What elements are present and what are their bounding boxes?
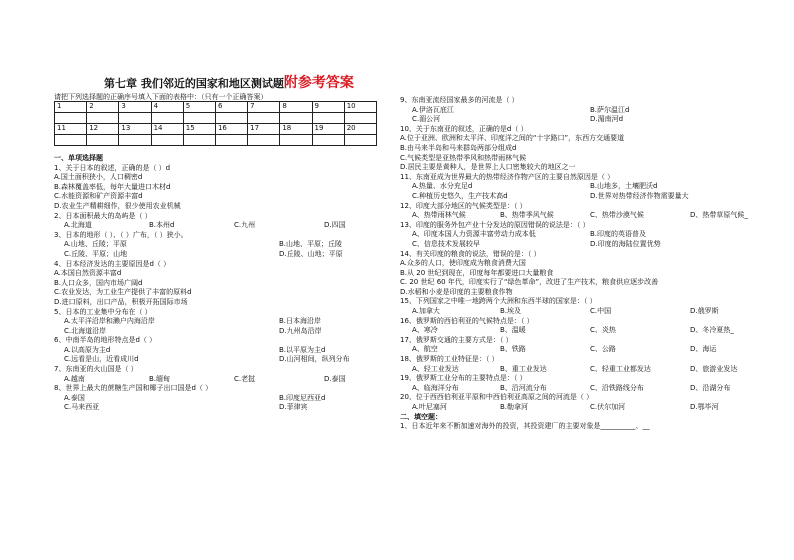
option-b: B.本州d bbox=[149, 221, 175, 230]
answer-blank[interactable] bbox=[280, 113, 312, 124]
option-b: B.山地多，土壤肥沃d bbox=[590, 182, 658, 191]
option-a: C.北海道沿岸 bbox=[64, 326, 107, 335]
question-line: 18、俄罗斯的工业特征是：（ ） bbox=[400, 355, 499, 364]
question-line: D.水稻和小麦是印度的主要粮食作物 bbox=[400, 287, 513, 296]
option-d: D、旅游业发达 bbox=[690, 364, 738, 373]
option-b: D.丘陵、山地；平原 bbox=[279, 249, 343, 258]
option-row bbox=[400, 326, 780, 336]
option-row bbox=[54, 394, 389, 404]
option-a: A.叶尼塞河 bbox=[412, 403, 447, 411]
option-c: C.老挝 bbox=[234, 374, 256, 383]
question-line: 11、东南亚成为世界最大的热带经济作物产区的主要自然原因是（ ） bbox=[400, 172, 615, 181]
option-row bbox=[400, 230, 780, 240]
question-line: D.农业生产精耕细作，很少使用农业机械 bbox=[54, 201, 181, 210]
option-row bbox=[54, 250, 389, 260]
answer-blank[interactable] bbox=[215, 135, 247, 146]
option-row bbox=[400, 211, 780, 221]
question-line: C.农业发达，为工业生产提供了丰富的原料d bbox=[54, 288, 192, 297]
option-row bbox=[400, 384, 780, 394]
option-a: A、寒冷 bbox=[412, 326, 438, 335]
answer-blank[interactable] bbox=[87, 113, 119, 124]
question-line: 5、日本的工业集中分布在（ ） bbox=[54, 307, 152, 316]
answer-row-numbers-2 bbox=[55, 124, 377, 135]
title-highlight: 附参考答案 bbox=[283, 75, 354, 91]
answer-blank[interactable] bbox=[87, 135, 119, 146]
question-line: 20、位于西西伯利亚平原和中西伯利亚高原之间的河流是（ ） bbox=[400, 393, 594, 402]
option-c: C、公路 bbox=[590, 345, 616, 354]
answer-blank[interactable] bbox=[344, 113, 376, 124]
answer-cell: 11 bbox=[55, 124, 87, 135]
option-c: C、轻重工业都发达 bbox=[590, 364, 651, 373]
option-a: A.热量、水分充足d bbox=[412, 182, 473, 191]
option-d: D、海运 bbox=[690, 345, 717, 354]
section-heading: 一、单项选择题 bbox=[54, 154, 103, 162]
answer-blank[interactable] bbox=[312, 113, 344, 124]
option-a: C.马来西亚 bbox=[64, 403, 100, 412]
answer-blank[interactable] bbox=[151, 135, 183, 146]
question-line: B.从 20 世纪到现在，印度每年都要进口大量粮食 bbox=[400, 268, 554, 277]
question-line: 9、东南亚流经国家最多的河流是（ ） bbox=[400, 96, 519, 104]
question-line: A.位于亚洲、欧洲和太平洋、印度洋之间的“十字路口”，东西方交通要道 bbox=[400, 134, 625, 143]
question-line: B.人口众多，国内市场广阔d bbox=[54, 278, 143, 287]
answer-cell: 7 bbox=[248, 102, 280, 113]
option-b: D.菲律宾 bbox=[279, 403, 308, 412]
option-row bbox=[54, 240, 389, 250]
option-row bbox=[400, 106, 780, 116]
answer-cell: 18 bbox=[280, 124, 312, 135]
option-a: C.湄公河 bbox=[412, 115, 441, 124]
answer-cell: 13 bbox=[119, 124, 151, 135]
question-line: A.本国自然资源丰富d bbox=[54, 269, 122, 278]
option-b: D.印度的海陆位置优势 bbox=[590, 239, 661, 248]
question-line: 13、印度的服务外包产业十分发达的原因错误的说法是：（ ） bbox=[400, 220, 590, 229]
question-line: 4、日本经济发达的主要原因是d（ ） bbox=[54, 259, 171, 268]
option-row bbox=[400, 307, 780, 317]
answer-table bbox=[54, 101, 377, 146]
answer-cell: 19 bbox=[312, 124, 344, 135]
option-a: C.丘陵、平原；山地 bbox=[64, 249, 128, 258]
option-b: B.萨尔温江d bbox=[590, 105, 630, 114]
answer-blank[interactable] bbox=[119, 135, 151, 146]
answer-blank[interactable] bbox=[119, 113, 151, 124]
option-b: D.山河相间，纵列分布 bbox=[279, 355, 350, 364]
option-b: D.世界对热带经济作物需要量大 bbox=[590, 191, 689, 200]
answer-row-numbers-1 bbox=[55, 102, 377, 113]
option-b: B、铁路 bbox=[500, 345, 526, 354]
option-b: B.印度的英语普及 bbox=[590, 230, 647, 239]
answer-blank[interactable] bbox=[55, 113, 87, 124]
option-d: D、热带草原气候_ bbox=[690, 211, 748, 220]
option-a: A.太平洋沿岸和濑户内海沿岸 bbox=[64, 317, 155, 326]
question-line: 12、印度大部分地区的气候类型是：（ ） bbox=[400, 201, 527, 210]
question-line: 2、日本面积最大的岛屿是（ ） bbox=[54, 211, 152, 220]
option-a: A、航空 bbox=[412, 345, 438, 354]
option-a: A.越南 bbox=[64, 374, 85, 383]
answer-row-blank-1 bbox=[55, 113, 377, 124]
option-a: A.山地、丘陵；平原 bbox=[64, 240, 127, 249]
option-row bbox=[54, 327, 389, 337]
question-line: 10、关于东南亚的叙述，正确的是d（ ） bbox=[400, 124, 528, 133]
option-a: A、轻工业发达 bbox=[412, 364, 459, 373]
option-b: B、沿河流分布 bbox=[500, 383, 547, 392]
option-d: D、沿湖分布 bbox=[690, 383, 731, 392]
option-b: B.印度尼西亚d bbox=[279, 393, 326, 402]
option-row bbox=[54, 317, 389, 327]
page-title bbox=[104, 72, 354, 92]
answer-cell: 10 bbox=[344, 102, 376, 113]
answer-cell: 8 bbox=[280, 102, 312, 113]
question-line: 1、日本近年来不断加速对海外的投资，其投资建厂的主要对象是__________、__ bbox=[400, 422, 650, 431]
option-row bbox=[400, 403, 780, 413]
option-c: C.中国 bbox=[590, 307, 612, 316]
option-a: A、临海洋分布 bbox=[412, 383, 459, 392]
option-a: C.种植历史悠久，生产技术高d bbox=[412, 191, 508, 200]
answer-blank[interactable] bbox=[55, 135, 87, 146]
option-b: B.山地、平原；丘陵 bbox=[279, 240, 343, 249]
option-c: C.九州 bbox=[234, 221, 256, 230]
option-b: B.埃及 bbox=[500, 307, 522, 316]
answer-cell: 4 bbox=[151, 102, 183, 113]
section-heading: 二、填空题： bbox=[400, 412, 442, 421]
option-row bbox=[400, 345, 780, 355]
right-column bbox=[400, 96, 780, 432]
option-row bbox=[400, 365, 780, 375]
option-row bbox=[54, 403, 389, 413]
question-line: 17、俄罗斯交通的主要方式是：（ ） bbox=[400, 335, 513, 344]
answer-blank[interactable] bbox=[215, 113, 247, 124]
option-d: D.俄罗斯 bbox=[690, 307, 719, 316]
question-line: D.进口原料，出口产品，积极开拓国际市场 bbox=[54, 297, 188, 306]
answer-blank[interactable] bbox=[344, 135, 376, 146]
option-row bbox=[400, 182, 780, 192]
answer-blank[interactable] bbox=[151, 113, 183, 124]
answer-blank[interactable] bbox=[312, 135, 344, 146]
answer-blank[interactable] bbox=[183, 113, 215, 124]
option-a: A.北海道 bbox=[64, 221, 92, 230]
answer-cell: 20 bbox=[344, 124, 376, 135]
answer-blank[interactable] bbox=[280, 135, 312, 146]
answer-cell: 15 bbox=[183, 124, 215, 135]
option-a: A.伊洛瓦底江 bbox=[412, 105, 454, 114]
question-line: 14、有关印度的粮食的说法，错误的是：（ ） bbox=[400, 249, 541, 258]
option-row bbox=[54, 355, 389, 365]
option-row bbox=[400, 240, 780, 250]
answer-cell: 16 bbox=[215, 124, 247, 135]
option-a: A.加拿大 bbox=[412, 307, 440, 316]
option-c: C、炎热 bbox=[590, 326, 616, 335]
question-line: 16、俄罗斯的西伯利亚的气候特点是：（ ） bbox=[400, 316, 534, 325]
option-a: A、热带雨林气候 bbox=[412, 211, 466, 220]
option-a: A.以高原为主d bbox=[64, 345, 111, 354]
question-line: D.居民主要是黄种人，是世界上人口密集较大的地区之一 bbox=[400, 163, 576, 172]
option-row bbox=[54, 375, 389, 385]
answer-cell: 17 bbox=[248, 124, 280, 135]
option-d: D.泰国 bbox=[324, 374, 346, 383]
option-a: C.远看是山，近看成川d bbox=[64, 355, 139, 364]
option-d: D、冬冷夏热_ bbox=[690, 326, 734, 335]
question-line: 6、中南半岛的地形特点是d（ ） bbox=[54, 336, 157, 345]
question-line: C.水能资源和矿产资源丰富d bbox=[54, 192, 143, 201]
answer-cell: 1 bbox=[55, 102, 87, 113]
option-b: B.缅甸 bbox=[149, 374, 171, 383]
option-c: C、热带沙漠气候 bbox=[590, 211, 644, 220]
question-line: 19、俄罗斯工业分布的主要特点是：（ ） bbox=[400, 374, 527, 383]
answer-cell: 5 bbox=[183, 102, 215, 113]
question-line: A.国土面积狭小，人口稠密d bbox=[54, 173, 143, 182]
option-c: C、沿铁路线分布 bbox=[590, 383, 644, 392]
question-line: 15、下列国家之中唯一地跨两个大洲和东西半球的国家是：（ ） bbox=[400, 297, 597, 306]
option-b: D.九州岛沿岸 bbox=[279, 326, 322, 335]
question-line: 3、日本的地形（ ）、（ ）广布，（ ）狭小。 bbox=[54, 230, 188, 239]
instruction-text: 请把下列选择题的正确序号填入下面的表格中：（只有一个正确答案） bbox=[54, 93, 268, 101]
option-b: B、温暖 bbox=[500, 326, 526, 335]
option-row bbox=[400, 192, 780, 202]
option-b: B、热带季风气候 bbox=[500, 211, 554, 220]
option-b: B.勒拿河 bbox=[500, 403, 529, 411]
question-line: C.气候类型是亚热带季风和热带雨林气候 bbox=[400, 153, 527, 162]
answer-cell: 14 bbox=[151, 124, 183, 135]
option-b: D.湄南河d bbox=[590, 115, 624, 124]
option-d: D.四国 bbox=[324, 221, 346, 230]
question-line: A.众多的人口，使印度成为粮食消费大国 bbox=[400, 259, 526, 268]
option-b: B、重工业发达 bbox=[500, 364, 547, 373]
option-a: C、信息技术发展较早 bbox=[412, 239, 480, 248]
title-main: 第七章 我们邻近的国家和地区测试题 bbox=[104, 77, 284, 90]
option-d: D.鄂毕河 bbox=[690, 403, 719, 411]
question-line: 8、世界上最大的蔗糖生产国和椰子出口国是d（ ） bbox=[54, 384, 213, 393]
answer-cell: 3 bbox=[119, 102, 151, 113]
answer-cell: 2 bbox=[87, 102, 119, 113]
question-line: B.由马来半岛和马来群岛两部分组成d bbox=[400, 143, 517, 152]
option-row bbox=[54, 221, 389, 231]
left-column bbox=[54, 154, 389, 413]
answer-row-blank-2 bbox=[55, 135, 377, 146]
option-a: A.泰国 bbox=[64, 393, 85, 402]
question-line: 1、关于日本的叙述，正确的是（ ）d bbox=[54, 163, 171, 172]
question-line: 7、东南亚的火山国是（ ） bbox=[54, 365, 138, 374]
answer-blank[interactable] bbox=[183, 135, 215, 146]
answer-cell: 6 bbox=[215, 102, 247, 113]
answer-blank[interactable] bbox=[248, 135, 280, 146]
answer-cell: 12 bbox=[87, 124, 119, 135]
option-b: B.日本海沿岸 bbox=[279, 317, 322, 326]
option-a: A、印度本国人力资源丰富劳动力成本低 bbox=[412, 230, 536, 239]
question-line: C. 20 世纪 60 年代，印度实行了“绿色革命”，改进了生产技术，粮食供应逐步改善 bbox=[400, 278, 659, 287]
option-row bbox=[400, 115, 780, 125]
question-line: B.森林覆盖率低，每年大量进口木材d bbox=[54, 182, 171, 191]
option-b: B.以平原为主d bbox=[279, 345, 326, 354]
answer-blank[interactable] bbox=[248, 113, 280, 124]
answer-cell: 9 bbox=[312, 102, 344, 113]
option-c: C.伏尔加河 bbox=[590, 403, 626, 411]
